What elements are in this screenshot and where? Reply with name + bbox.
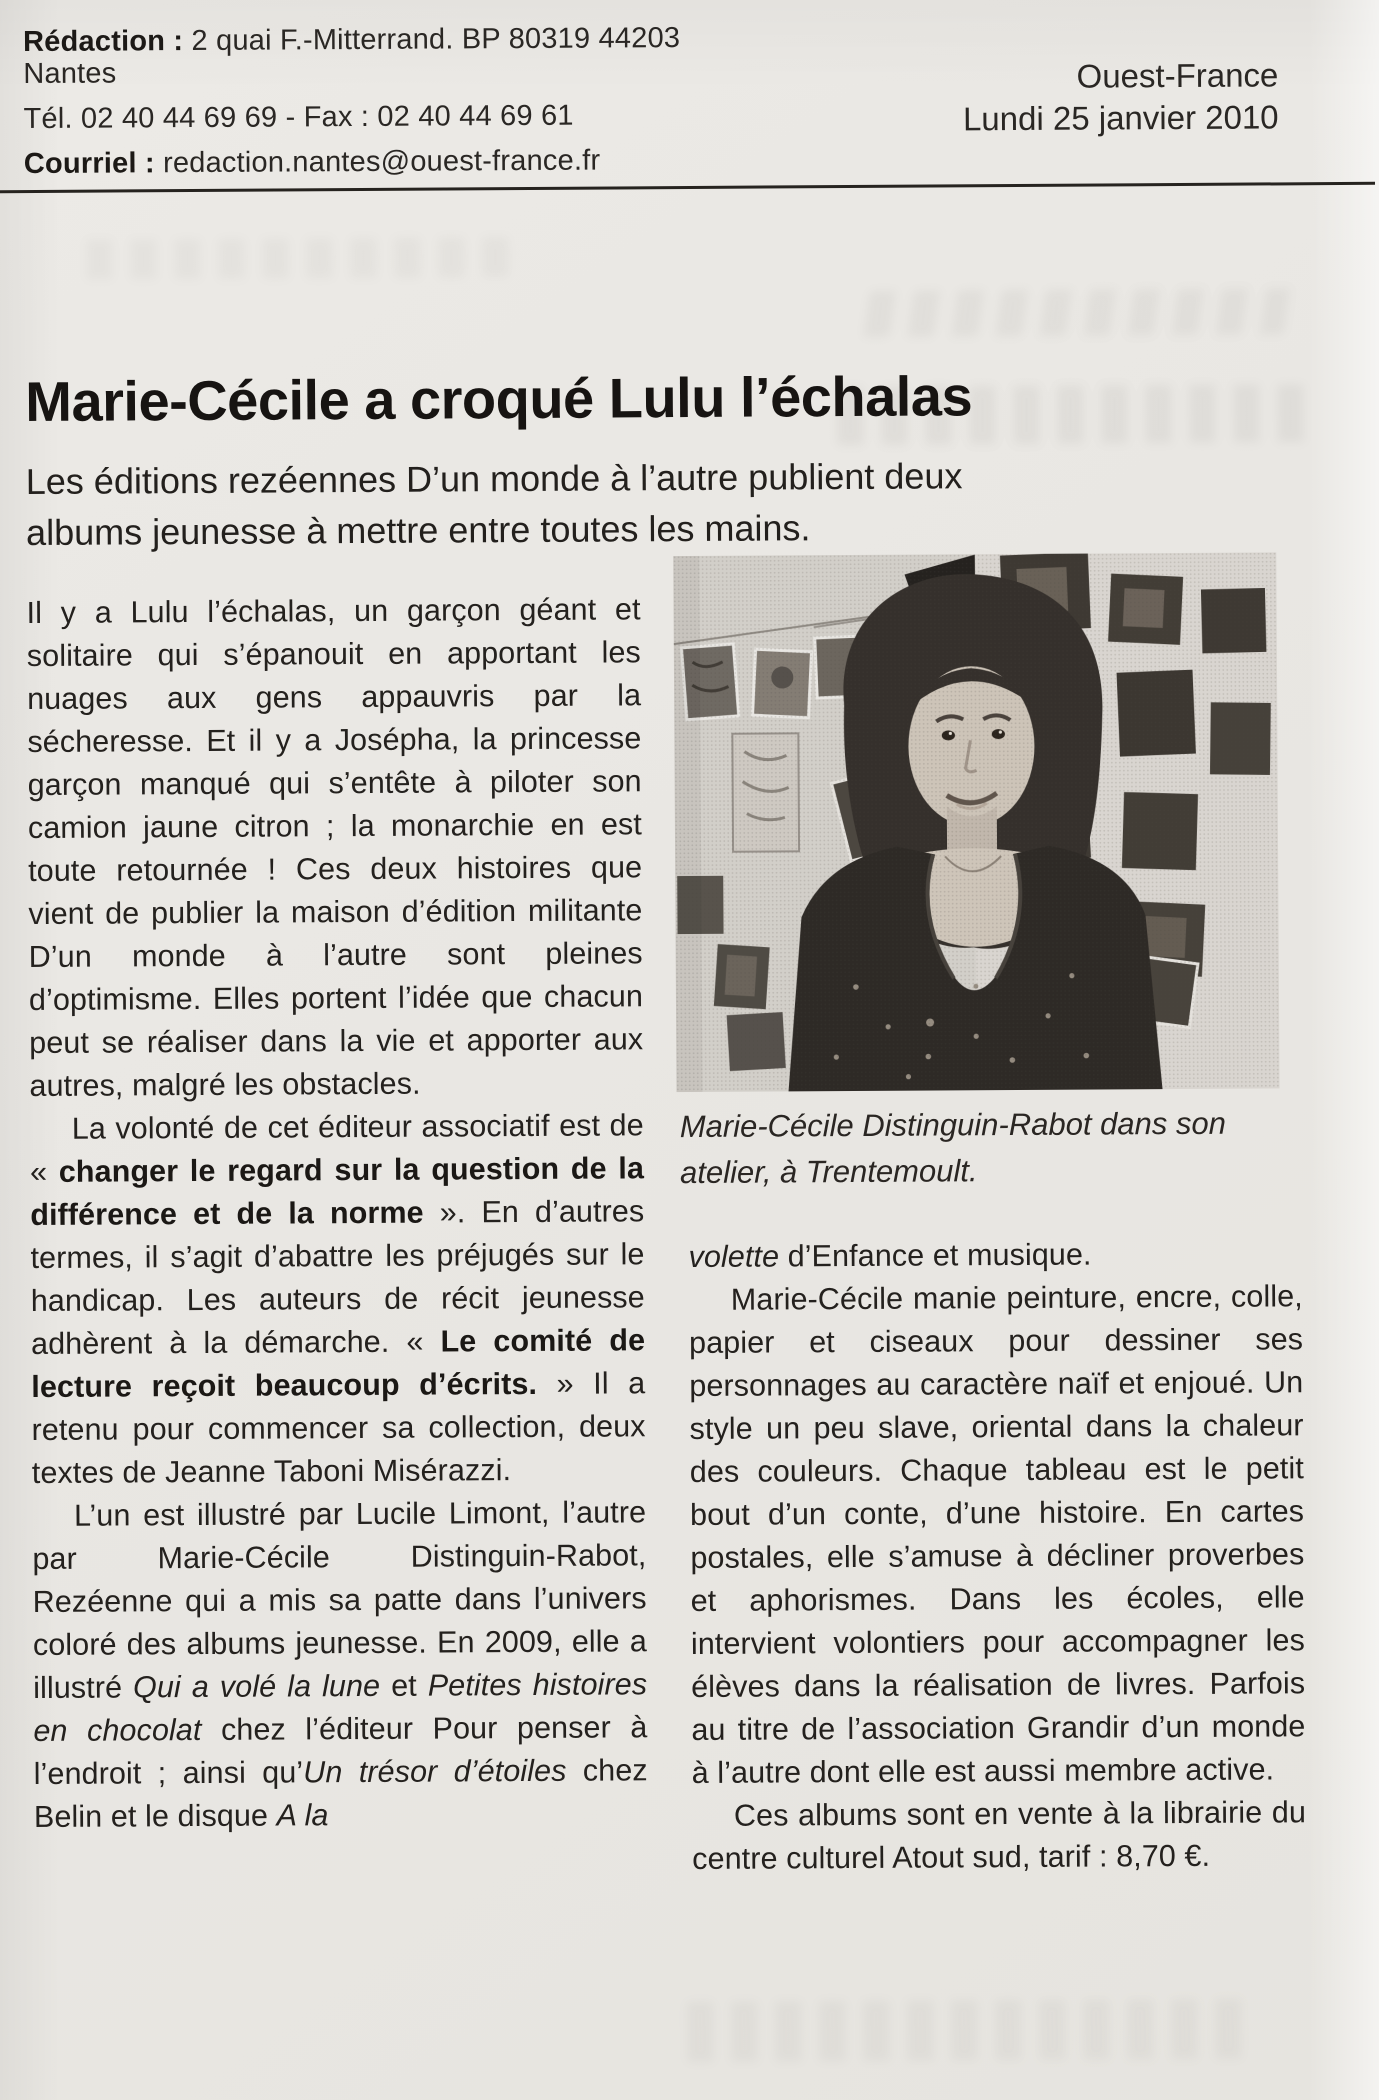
headline: Marie-Cécile a croqué Lulu l’échalas [25, 364, 973, 434]
text-segment: Petites histoires en chocolat [33, 1667, 648, 1749]
text-segment: La volonté de cet éditeur associatif est de « [29, 1108, 644, 1190]
issue-date: Lundi 25 janvier 2010 [962, 98, 1279, 138]
text-segment: Il y a Lulu l’échalas, un garçon géant et solitaire qui s’épanouit en apportant les nuages aux gens appauvris par la sécheresse. Et il y a Josépha, la princesse garçon manqué qui s’entête à piloter son camion jaune citron ; la monarchie en est toute retournée ! Ces deux histoires que vient de publier la maison d’édition militante D’un monde à l’autre sont pleines d’optimisme. Elles portent l’idée que chacun peut se réaliser dans la vie et apporter aux autres, malgré les obstacles. [26, 592, 644, 1104]
article-column-left [26, 588, 649, 2072]
text-segment: changer le regard sur la question de la différence et de la norme [30, 1151, 645, 1233]
text-segment: chez l’éditeur Pour penser à l’endroit ; ainsi qu’ [33, 1710, 648, 1792]
subhead: Les éditions rezéennes D’un monde à l’autre publient deux albums jeunesse à mettre entre toutes les mains. [25, 455, 963, 554]
text-segment: et [380, 1668, 428, 1703]
text-segment: Le comité de lecture reçoit beaucoup d’écrits. [31, 1323, 646, 1405]
photo-caption: Marie-Cécile Distinguin-Rabot dans son atelier, à Trentemoult. [679, 1105, 1227, 1191]
article-photo [673, 552, 1279, 1092]
text-segment: chez Belin et le disque [33, 1753, 648, 1835]
article-paragraph [30, 1104, 646, 1495]
text-segment: d’Enfance et musique. [779, 1237, 1092, 1274]
print-bleed-ghost [86, 237, 516, 280]
halftone-overlay [673, 552, 1279, 1092]
courriel-line [24, 144, 744, 180]
text-segment: ». En d’autres termes, il s’agit d’abattre les préjugés sur le handicap. Les auteurs de récit jeunesse adhèrent à la démarche. « [30, 1194, 645, 1362]
article-paragraph [692, 1791, 1307, 1881]
text-segment: Ces albums sont en vente à la librairie du centre culturel Atout sud, tarif : 8,70 €. [692, 1795, 1307, 1877]
article-paragraph [32, 1491, 648, 1839]
courriel-label: Courriel : [23, 147, 155, 181]
print-bleed-ghost [864, 288, 1290, 337]
article-paragraph [688, 1232, 1302, 1279]
redaction-address: 2 quai F.-Mitterrand. BP 80319 44203 Nantes [23, 22, 681, 91]
text-segment: volette [688, 1239, 780, 1275]
masthead-edition-block [963, 54, 1279, 140]
masthead-contact-block [23, 22, 744, 193]
phone-fax-line: Tél. 02 40 44 69 69 - Fax : 02 40 44 69 61 [23, 99, 574, 136]
text-segment: L’un est illustré par Lucile Limont, l’autre par Marie-Cécile Distinguin-Rabot, Rezéenne qui a mis sa patte dans l’univers coloré des albums jeunesse. En 2009, elle a illustré [32, 1495, 647, 1706]
redaction-line [23, 22, 743, 90]
text-segment: Un trésor d’étoiles [303, 1753, 567, 1790]
article-column-right [688, 1232, 1307, 2076]
newspaper-name: Ouest-France [1076, 56, 1279, 95]
article-paragraph [26, 588, 643, 1108]
text-segment: Marie-Cécile manie peinture, encre, colle, papier et ciseaux pour dessiner ses personnages au caractère naïf et enjoué. Un style un peu slave, oriental dans la chaleur des couleurs. Chaque tableau est le petit bout d’un conte, d’une histoire. En cartes postales, elle s’amuse à décliner proverbes et aphorismes. Dans les écoles, elle intervient volontiers pour accompagner les élèves dans la réalisation de livres. Parfois au titre de l’association Grandir d’un monde à l’autre dont elle est aussi membre active. [688, 1279, 1306, 1791]
courriel-address: redaction.nantes@ouest-france.fr [162, 144, 601, 180]
photo-illustration [673, 552, 1279, 1092]
masthead [0, 0, 1374, 181]
redaction-label: Rédaction : [23, 25, 184, 59]
text-segment: Qui a volé la lune [132, 1668, 381, 1705]
text-segment: » Il a retenu pour commencer sa collection, deux textes de Jeanne Taboni Misérazzi. [31, 1366, 646, 1491]
text-segment: A la [276, 1798, 329, 1833]
article-paragraph [689, 1275, 1306, 1795]
